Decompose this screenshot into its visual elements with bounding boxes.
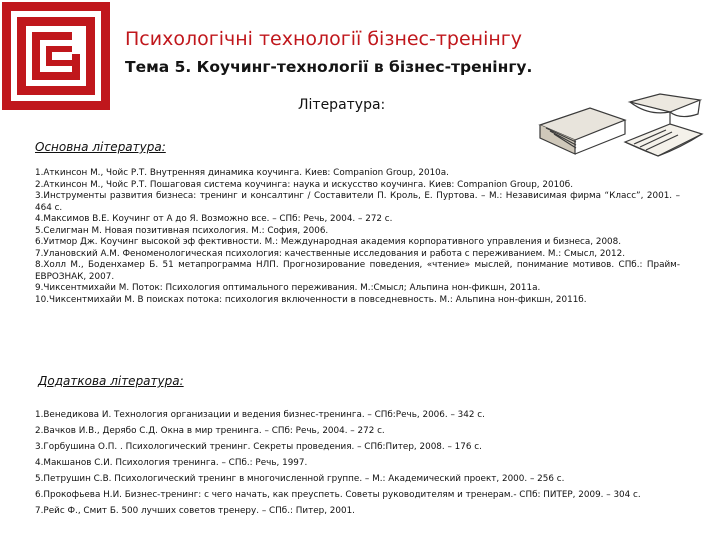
topic-subtitle: Тема 5. Коучинг-технології в бізнес-тренінгу.: [125, 58, 533, 76]
list-item: 3.Горбушина О.П. . Психологический тренинг. Секреты проведения. – СПб:Питер, 2008. – 176 с.: [35, 442, 482, 452]
list-item: 3.Инструменты развития бизнеса: тренинг и консалтинг / Составители П. Кроль, Е. Пуртова. – М.: Независимая фирма “Класс”, 2001. – 464 с.: [35, 191, 680, 213]
presentation-title: Психологічні технології бізнес-тренінгу: [125, 28, 523, 50]
list-item: 7.Улановский А.М. Феноменологическая психология: качественные исследования и работа с переживанием. М.: Смысл, 2012.: [35, 248, 626, 259]
list-item: 9.Чиксентмихайи М. Поток: Психология оптимального переживания. М.:Смысл; Альпина нон-фикшн, 2011а.: [35, 283, 541, 293]
list-item: 4.Максимов В.Е. Коучинг от А до Я. Возможно все. – СПб: Речь, 2004. – 272 с.: [35, 214, 393, 224]
additional-literature-heading: Додаткова література:: [38, 374, 184, 388]
list-item: 6.Уитмор Дж. Коучинг высокой эф фективности. М.: Международная академия корпоративного управления и бизнеса, 2008.: [35, 237, 622, 247]
main-literature-list: [35, 168, 680, 306]
open-books-icon: [530, 90, 705, 170]
list-item: 4.Макшанов С.И. Психология тренинга. – СПб.: Речь, 1997.: [35, 458, 308, 468]
list-item: 1.Аткинсон М., Чойс Р.Т. Внутренняя динамика коучинга. Киев: Companion Group, 2010а.: [35, 168, 449, 178]
list-item: 1.Венедикова И. Технология организации и ведения бизнес-тренинга. – СПб:Речь, 2006. – 342 с.: [35, 410, 485, 420]
list-item: 2.Вачков И.В., Дерябо С.Д. Окна в мир тренинга. – СПб: Речь, 2004. – 272 с.: [35, 426, 385, 436]
list-item: 5.Петрушин С.В. Психологический тренинг в многочисленной группе. – М.: Академический проект, 2000. – 256 с.: [35, 474, 565, 484]
list-item: 10.Чиксентмихайи М. В поисках потока: психология включенности в повседневность. М.: Альпина нон-фикшн, 2011б.: [35, 294, 587, 305]
list-item: 8.Холл М., Боденхамер Б. 51 метапрограмма НЛП. Прогнозирование поведения, «чтение» мыслей, понимание мотивов. СПб.: Прайм-ЕВРОЗНАК, 2007.: [35, 260, 680, 282]
main-literature-heading: Основна література:: [35, 140, 166, 154]
additional-literature-list: [35, 407, 675, 519]
list-item: 6.Прокофьева Н.И. Бизнес-тренинг: с чего начать, как преуспеть. Советы руководителям и тренерам.- СПб: ПИТЕР, 2009. – 304 с.: [35, 490, 641, 500]
list-item: 5.Селигман М. Новая позитивная психология. М.: София, 2006.: [35, 225, 329, 236]
list-item: 7.Рейс Ф., Смит Б. 500 лучших советов тренеру. – СПб.: Питер, 2001.: [35, 506, 355, 516]
meander-logo-icon: [2, 2, 110, 110]
literature-heading: Література:: [298, 97, 386, 113]
list-item: 2.Аткинсон М., Чойс Р.Т. Пошаговая система коучинга: наука и искусство коучинга. Киев: Companion Group, 2010б.: [35, 179, 573, 190]
